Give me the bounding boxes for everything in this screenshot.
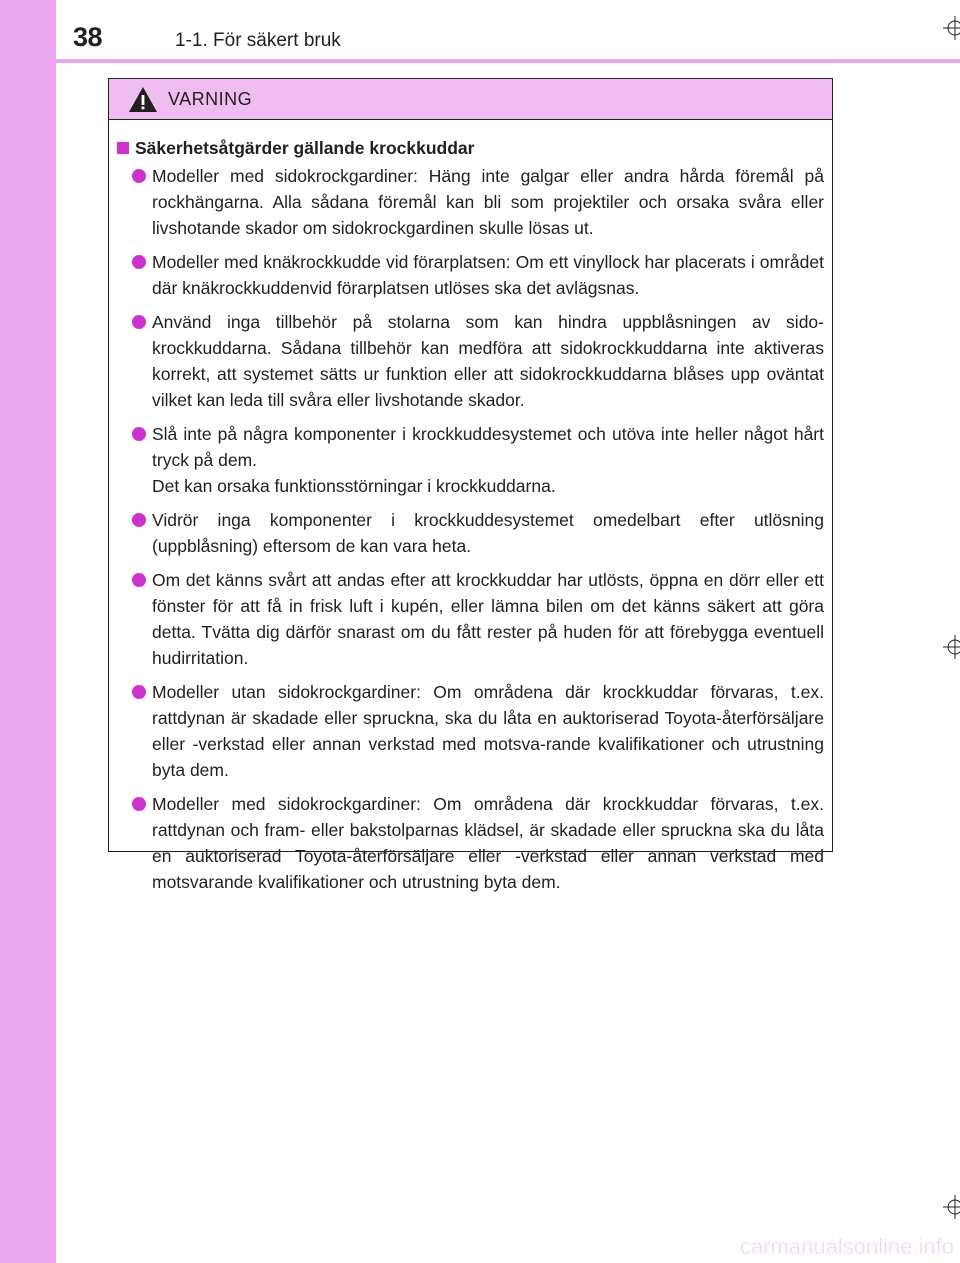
bullet-dot-icon (132, 513, 146, 527)
bullet-dot-icon (132, 169, 146, 183)
list-item-text (152, 421, 824, 499)
paragraph: Slå inte på några komponenter i krockkuddesystemet och utöva inte heller något hårt tryck på dem. (152, 424, 824, 470)
list-item (132, 309, 824, 413)
header-rule (56, 59, 960, 63)
warning-label: VARNING (168, 89, 253, 109)
list-item-text (152, 507, 824, 559)
left-margin-band (0, 0, 56, 1263)
paragraph: Använd inga tillbehör på stolarna som kan hindra uppblåsningen av sido-krockkuddarna. Sådana tillbehör kan medföra att sidokrockkuddarna inte aktiveras korrekt, att systemet sätts ur funktion eller att sidokrockkuddarna blåses upp oväntat vilket kan leda till svåra eller livshotande skador. (152, 312, 824, 410)
list-item (132, 567, 824, 671)
paragraph: Det kan orsaka funktionsstörningar i krockkuddarna. (152, 476, 556, 496)
list-item (132, 249, 824, 301)
warning-triangle-icon (128, 86, 158, 113)
list-item (132, 791, 824, 895)
list-item-text (152, 679, 824, 783)
paragraph: Vidrör inga komponenter i krockkuddesystemet omedelbart efter utlösning (uppblåsning) eftersom de kan vara heta. (152, 510, 824, 556)
list-item-text (152, 791, 824, 895)
bullet-dot-icon (132, 427, 146, 441)
paragraph: Om det känns svårt att andas efter att krockkuddar har utlösts, öppna en dörr eller ett fönster för att få in frisk luft i kupén, eller lämna bilen om det känns säkert att göra detta. Tvätta dig därför snarast om du fått rester på huden för att förebygga eventuell hudirritation. (152, 570, 824, 668)
warning-header (109, 79, 832, 120)
warning-heading-text: Säkerhetsåtgärder gällande krockkuddar (135, 138, 475, 158)
bullet-dot-icon (132, 573, 146, 587)
warning-body (109, 120, 832, 895)
paragraph: Modeller med knäkrockkudde vid förarplatsen: Om ett vinyllock har placerats i området där knäkrockkuddenvid förarplatsen utlöses ska det avlägsnas. (152, 252, 824, 298)
list-item-text (152, 163, 824, 241)
crop-mark-icon (943, 635, 960, 659)
list-item-text (152, 567, 824, 671)
bullet-dot-icon (132, 685, 146, 699)
bullet-dot-icon (132, 797, 146, 811)
list-item-text (152, 249, 824, 301)
crop-mark-icon (943, 16, 960, 40)
section-title: 1-1. För säkert bruk (175, 30, 341, 51)
list-item (132, 163, 824, 241)
paragraph: Modeller utan sidokrockgardiner: Om områdena där krockkuddar förvaras, t.ex. rattdynan är skadade eller spruckna, ska du låta en auktoriserad Toyota-återförsäljare eller -verkstad eller annan verkstad med motsva-rande kvalifikationer och utrustning byta dem. (152, 682, 824, 780)
bullet-dot-icon (132, 315, 146, 329)
paragraph: Modeller med sidokrockgardiner: Om områdena där krockkuddar förvaras, t.ex. rattdynan och fram- eller bakstolparnas klädsel, är skadade eller spruckna ska du låta en auktoriserad Toyota-återförsäljare eller -verkstad eller annan verkstad med motsvarande kvalifikationer och utrustning byta dem. (152, 794, 824, 892)
warning-heading (117, 135, 824, 162)
list-item-text (152, 309, 824, 413)
warning-box (108, 78, 833, 892)
list-item (132, 507, 824, 559)
square-bullet-icon (117, 142, 129, 154)
list-item (132, 421, 824, 499)
watermark-logo (676, 1232, 956, 1260)
paragraph: Modeller med sidokrockgardiner: Häng inte galgar eller andra hårda föremål på rockhängarna. Alla sådana föremål kan bli som projektiler och orsaka svåra eller livshotande skador om sidokrockgardinen skulle lösas ut. (152, 166, 824, 238)
page-number: 38 (73, 22, 103, 52)
svg-text:carmanualsonline.info: carmanualsonline.info (739, 1234, 954, 1259)
crop-mark-icon (943, 1195, 960, 1219)
bullet-dot-icon (132, 255, 146, 269)
list-item (132, 679, 824, 783)
